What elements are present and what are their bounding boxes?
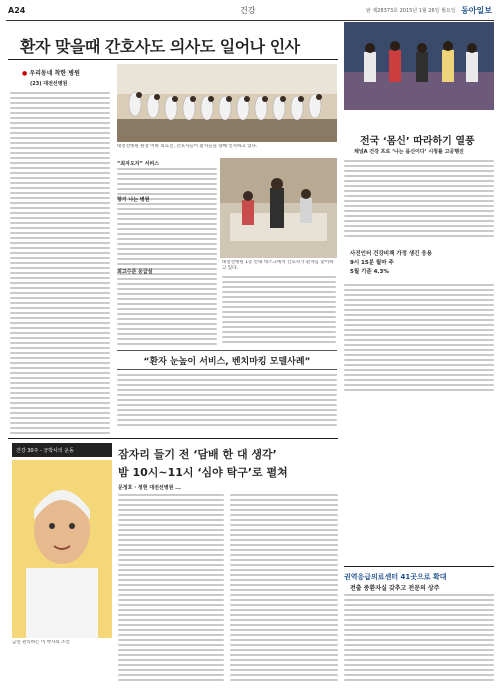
highlight-line-3: 5월 기준 4.3% [350,269,389,275]
right-bottom-subtitle: 전출 중환자실 갖추고 전문의 상주 [350,585,440,592]
right-top-body [344,160,494,240]
column-headline: 잠자리 들기 전 ‘담배 한 대 생각’ [118,448,277,461]
divider [8,438,338,439]
portrait-caption: 금연 관리하는 이 박사의 조언 [12,640,70,645]
subhead-2: 향기 나는 병원 [117,197,150,203]
column-author: 문정호 · 정현 대전선병원 ... [118,485,181,491]
newspaper-logo: 동아일보 [461,6,492,15]
bullet-icon: ● [22,70,28,77]
highlight-line-2: 9시 15분 월마 주 [350,260,394,266]
series-subtitle: (23) 대전선병원 [30,81,68,87]
staff-bowing-photo [117,64,337,142]
column-body-2 [230,494,338,684]
reception-caption: 대전선병원 1층 안내 데스크에서 간호사가 환자를 맞이하고 있다. [222,260,334,271]
issue-date: 판 제28373호 2015년 1월 26일 월요일 [366,8,456,14]
right-bottom-title: 권역응급의료센터 41곳으로 확대 [344,573,447,581]
right-bottom-body [344,594,494,686]
subhead-3: 최고수준 응급실 [117,269,153,275]
article-body-col1 [10,92,110,436]
column-headline-2: 밤 10시~11시 ‘심야 탁구’로 펼쳐 [118,466,288,479]
highlight-line-1: 사진인터 건강비책 가정 생긴 응용 [350,251,433,257]
tv-show-photo [344,22,494,110]
column-tag-text: 건강 30주 - 긍박사의 운동 [16,448,74,454]
series-name: 우리동네 착한 병원 [29,70,80,77]
page-number: A24 [8,6,26,15]
divider [344,566,494,567]
columnist-portrait [12,460,112,638]
right-top-highlight [350,250,490,277]
tv-photo-caption [344,112,494,126]
column-body-1 [118,494,224,684]
divider [8,59,338,60]
article-body-bottom [117,374,337,432]
pull-quote [117,350,337,370]
article-body-col3 [222,276,336,348]
reception-photo [220,158,337,258]
right-top-body-2 [344,284,494,394]
column-tag [12,443,112,457]
subhead-1: “최자도자” 서비스 [117,161,160,167]
photo-caption: 대전선병원 원장 이하 의료진, 간호사들이 환자들을 향해 인사하고 있다. [117,144,258,149]
pull-quote-text: “환자 눈높이 서비스, 벤치마킹 모델사례” [143,357,311,367]
page-header [6,2,494,21]
right-top-subtitle: 채널A 건강 프로 ‘나는 몸신이다’ 시청률 고공행진 [354,149,464,155]
series-label [22,68,80,77]
section-name: 건강 [240,6,256,15]
article-body-col2 [117,168,217,348]
main-headline: 환자 맞을때 간호사도 의사도 일어나 인사 [20,37,300,56]
right-top-title: 전국 ‘몸신’ 따라하기 열풍 [360,136,475,147]
